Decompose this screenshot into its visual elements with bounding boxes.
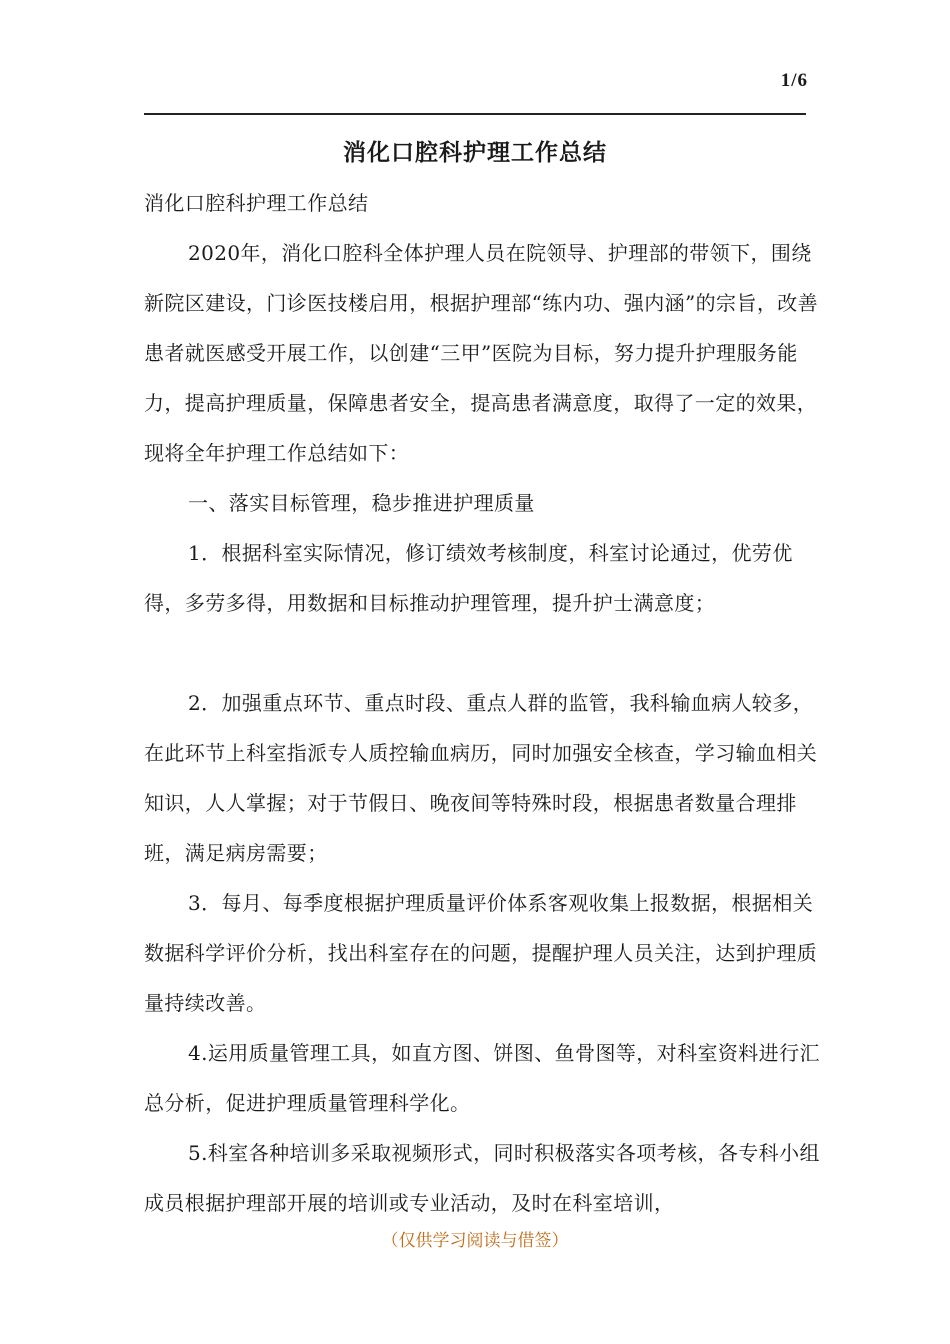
document-subtitle: 消化口腔科护理工作总结 [144,191,369,215]
list-item: 4.运用质量管理工具，如直方图、饼图、鱼骨图等，对科室资料进行汇总分析，促进护理质量管理科学化。 [144,1041,820,1115]
list-item: 5.科室各种培训多采取视频形式，同时积极落实各项考核，各专科小组成员根据护理部开展的培训或专业活动，及时在科室培训， [144,1141,820,1215]
list-item: 1．根据科室实际情况，修订绩效考核制度，科室讨论通过，优劳优得，多劳多得，用数据和目标推动护理管理，提升护士满意度； [144,541,793,615]
header-rule [144,113,806,115]
document-body [144,178,824,1228]
footer-note: （仅供学习阅读与借签） [381,1231,569,1251]
section-heading: 一、落实目标管理，稳步推进护理质量 [188,491,535,515]
list-item: 3．每月、每季度根据护理质量评价体系客观收集上报数据，根据相关数据科学评价分析，找出科室存在的问题，提醒护理人员关注，达到护理质量持续改善。 [144,891,818,1015]
page-number: 1/6 [780,70,808,91]
list-item: 2．加强重点环节、重点时段、重点人群的监管，我科输血病人较多，在此环节上科室指派专人质控输血病历，同时加强安全核查，学习输血相关知识，人人掌握；对于节假日、晚夜间等特殊时段，根据患者数量合理排班，满足病房需要； [144,691,818,865]
intro-paragraph: 2020年，消化口腔科全体护理人员在院领导、护理部的带领下，围绕新院区建设，门诊医技楼启用，根据护理部“练内功、强内涵”的宗旨，改善患者就医感受开展工作，以创建“三甲”医院为目标，努力提升护理服务能力，提高护理质量，保障患者安全，提高患者满意度，取得了一定的效果，现将全年护理工作总结如下： [144,241,819,465]
paragraph-spacer [144,628,824,678]
document-title: 消化口腔科护理工作总结 [343,139,607,166]
